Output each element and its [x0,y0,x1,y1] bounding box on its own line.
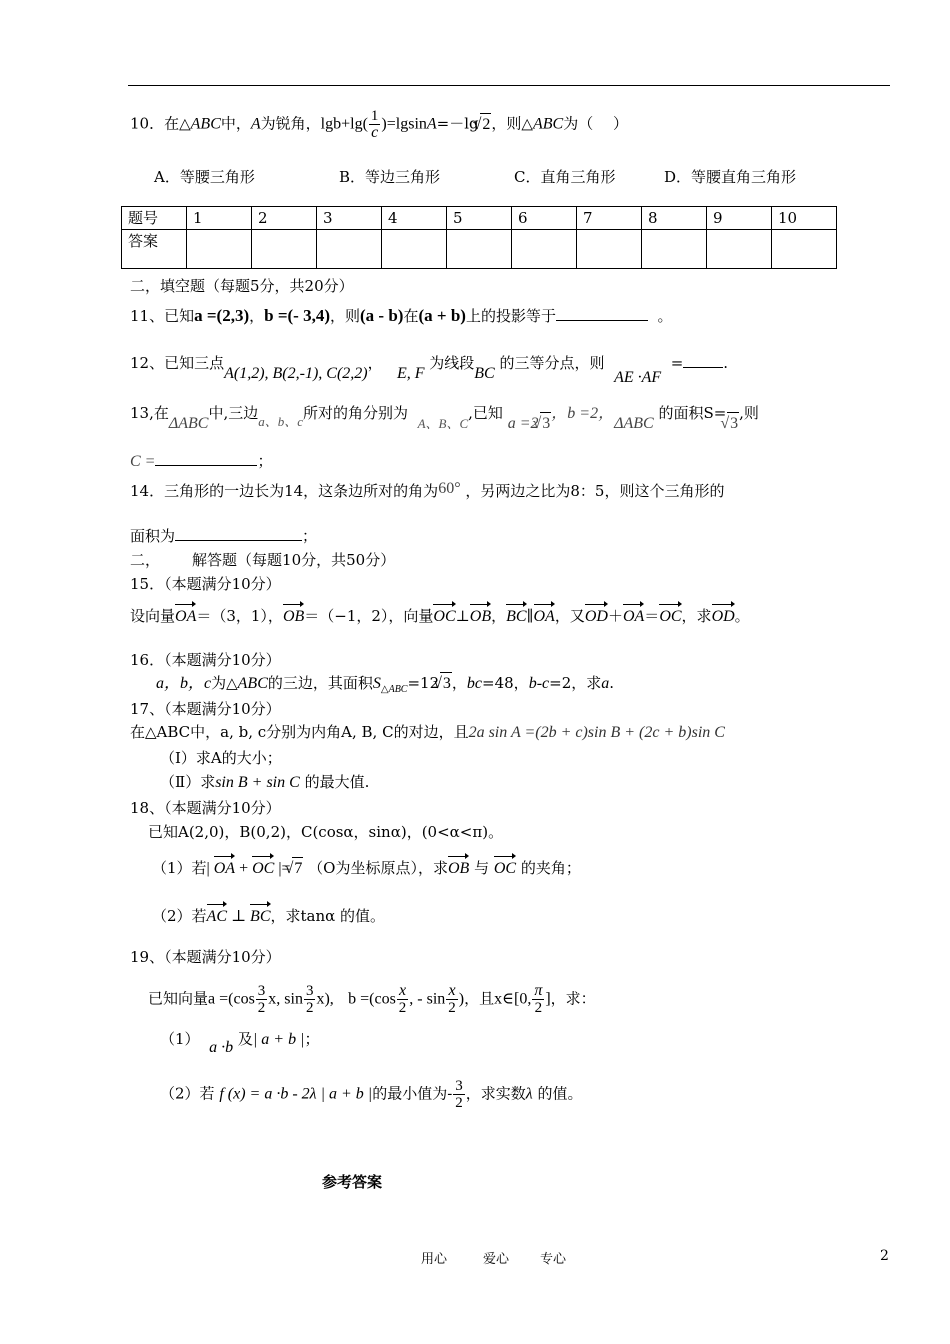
option-a: A．等腰三角形 [154,168,255,186]
question-19: 已知向量a =(cos $\frac{3}{2}$ x, sin $\frac{3}{2}$ x), b =(cos $\frac{x}{2}$ , - sin $\frac{x}{2}$ )，且x∈[0, $\frac{\pi}{2}$ ]，求： [148,982,596,1016]
answer-cell[interactable] [382,230,447,269]
answer-cell[interactable] [642,230,707,269]
question-18: 已知A(2,0)，B(0,2)，C(cosα，sinα)，(0<α<π)。 [148,823,504,841]
question-19-part-1: （1） a ·b 及| a + b |； [160,1030,320,1056]
answer-cell[interactable] [772,230,837,269]
table-cell: 3 [317,207,382,230]
table-answer-label: 答案 [122,230,187,269]
question-14-answer: 面积为 ； [130,527,318,545]
sqrt-2: √ 2 [480,113,492,136]
question-17-heading: 17、（本题满分10分） [130,700,281,718]
section-solution-heading: 二， 解答题（每题10分，共50分） [130,551,396,569]
answer-blank[interactable] [175,540,302,541]
answer-blank[interactable] [683,367,723,368]
table-cell: 5 [447,207,512,230]
option-b: B．等边三角形 [339,168,441,186]
page-number: 2 [880,1248,889,1264]
question-13-answer: C = ； [130,452,273,470]
question-12: 12、已知三点A(1,2), B(2,-1), C(2,2)， E, F 为线段BC 的三等分点，则 AE ·AF = . [130,354,729,386]
answer-blank[interactable] [155,465,257,466]
table-cell: 2 [252,207,317,230]
option-c: C．直角三角形 [514,168,616,186]
question-17-part-2: （Ⅱ）求sin B + sin C 的最大值. [160,773,370,791]
question-18-part-2: （2）若AC ⊥ BC，求tanα 的值。 [152,900,385,928]
footer-text-1: 用心 [421,1252,448,1267]
question-19-heading: 19、（本题满分10分） [130,948,281,966]
answer-blank[interactable] [556,320,648,321]
table-cell: 6 [512,207,577,230]
table-cell: 9 [707,207,772,230]
question-17: 在△ABC中，a, b, c分别为内角A, B, C的对边，且2a sin A =(2b + c)sin B + (2c + b)sin C [130,723,725,741]
answer-cell[interactable] [707,230,772,269]
question-15: 设向量OA＝（3，1），OB＝（−1，2），向量OC⊥OB，BC∥OA，又OD＋OA＝OC，求OD。 [130,600,750,628]
question-17-part-1: （Ⅰ）求A的大小； [160,749,282,767]
question-18-part-1: （1）若| OA + OC |=√ 7 （O为坐标原点），求OB 与 OC 的夹角； [152,852,581,880]
question-19-part-2: （2）若 f (x) = a ·b - 2λ | a + b |的最小值为- $\frac{3}{2}$ ，求实数λ 的值。 [160,1078,583,1111]
table-cell: 7 [577,207,642,230]
table-cell: 8 [642,207,707,230]
question-16-heading: 16．（本题满分10分） [130,651,281,669]
table-cell: 4 [382,207,447,230]
answer-table-answer-row [122,230,837,269]
question-14: 14．三角形的一边长为14，这条边所对的角为60° ，另两边之比为8：5，则这个三角形的 [130,480,725,500]
answer-table [121,206,837,269]
option-d: D．等腰直角三角形 [664,168,797,186]
answer-cell[interactable] [317,230,382,269]
footer-text-3: 专心 [540,1252,567,1267]
answer-cell[interactable] [512,230,577,269]
question-15-heading: 15．（本题满分10分） [130,575,281,593]
answer-cell[interactable] [447,230,512,269]
reference-answer-heading: 参考答案 [322,1173,383,1191]
question-10: 10．在△ABC中，A为锐角，lgb+lg( $\frac{1}{c}$ )=lgsinA=－lg√ 2，则△ABC为（ ） [130,108,628,141]
question-18-heading: 18、（本题满分10分） [130,799,281,817]
table-header-label: 题号 [122,207,187,230]
footer-text-2: 爱心 [483,1252,510,1267]
answer-table-header-row [122,207,837,230]
table-cell: 10 [772,207,837,230]
table-cell: 1 [187,207,252,230]
question-13: 13,在ΔABC中,三边a、b、c所对的角分别为 A、B、C,已知 a =2√ 3，b =2，ΔABC 的面积S=√ 3,则 [130,402,759,425]
section-fill-in-heading: 二，填空题（每题5分，共20分） [130,277,354,295]
fraction-1-over-c: $\frac{1}{c}$ [370,108,379,141]
answer-cell[interactable] [187,230,252,269]
answer-cell[interactable] [577,230,642,269]
question-11: 11、已知a =(2,3)，b =(- 3,4)，则(a - b)在(a + b)上的投影等于 。 [130,306,673,325]
question-16: a，b，c为△ABC的三边，其面积$S_{\triangle ABC}=12√$ 3，bc=48，b-c=2，求a. [156,672,614,701]
answer-cell[interactable] [252,230,317,269]
header-rule [128,85,890,86]
